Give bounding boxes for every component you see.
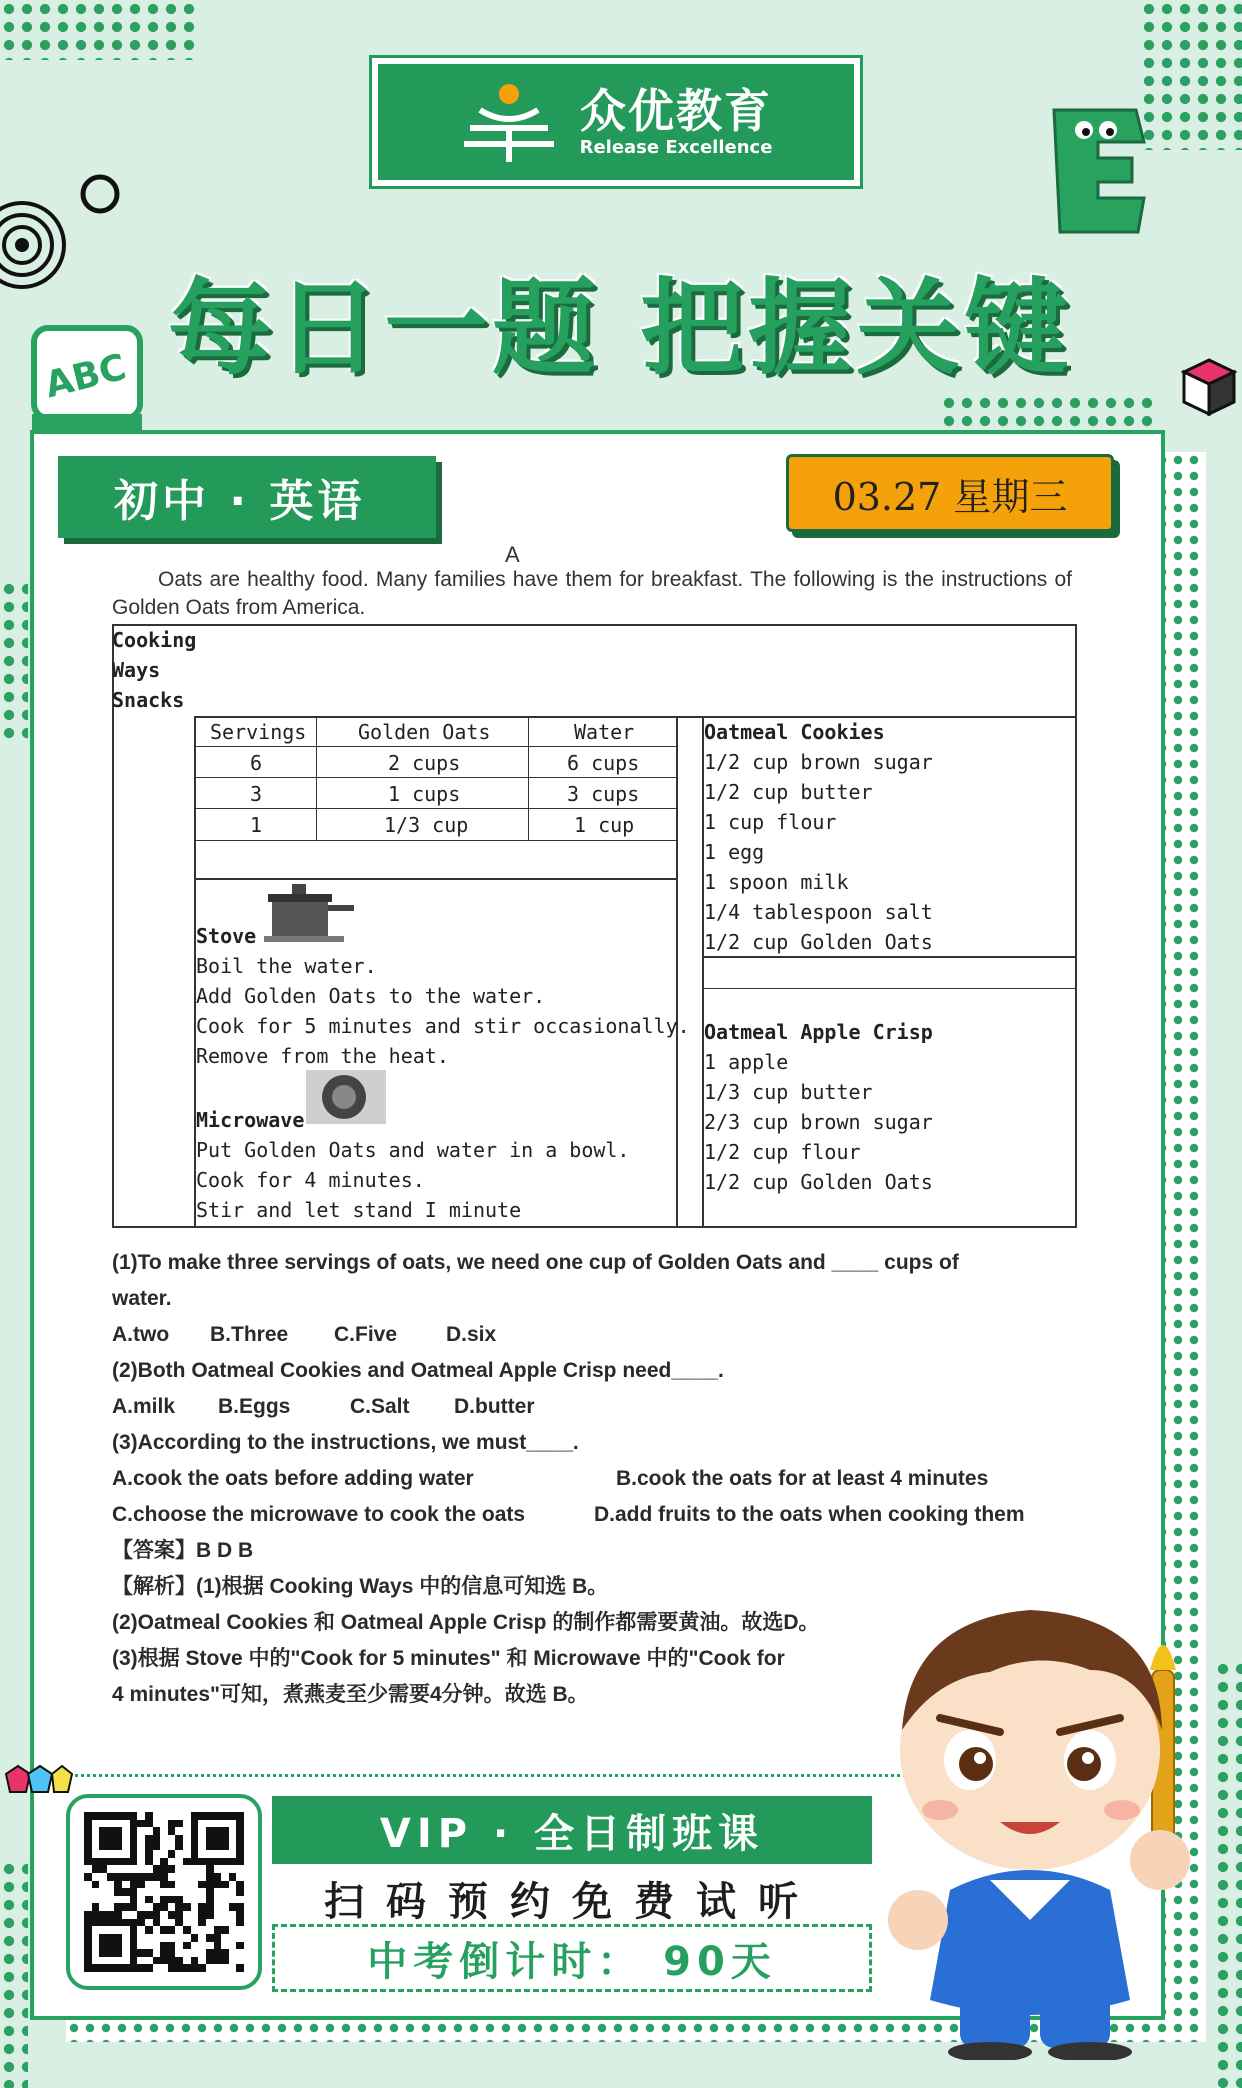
brand-name-en: Release Excellence bbox=[579, 136, 773, 158]
brand-name-cn: 众优教育 bbox=[580, 84, 772, 139]
option: D.butter bbox=[454, 1395, 535, 1418]
stove-step: Remove from the heat. bbox=[196, 1044, 449, 1068]
option: C.Salt bbox=[350, 1395, 410, 1418]
crisp-item: 1/2 cup Golden Oats bbox=[704, 1170, 933, 1194]
qr-code[interactable] bbox=[66, 1794, 262, 1990]
table-cell: 3 bbox=[250, 782, 263, 806]
passage-intro: Oats are healthy food. Many families have them for breakfast. The following is the instructions of Golden Oats from America. bbox=[112, 568, 1072, 619]
microwave-step: Cook for 4 minutes. bbox=[196, 1168, 425, 1192]
decor-dots-top-left bbox=[0, 0, 200, 60]
table-cell: 2 cups bbox=[388, 751, 461, 775]
cookies-item: 1 egg bbox=[704, 840, 765, 864]
cookies-item: 1/2 cup brown sugar bbox=[704, 750, 933, 774]
option: B.Eggs bbox=[218, 1395, 291, 1418]
question-2-options bbox=[112, 1389, 535, 1425]
question-3-options-row1 bbox=[112, 1461, 988, 1497]
microwave-plate-icon bbox=[304, 1068, 388, 1126]
headline: 每日一题 把握关键 bbox=[167, 267, 1073, 389]
passage-letter: A bbox=[505, 542, 520, 567]
crisp-item: 2/3 cup brown sugar bbox=[704, 1110, 933, 1134]
abc-book-icon bbox=[28, 318, 148, 436]
svg-text:ABC: ABC bbox=[41, 346, 131, 407]
table-cell: 6 bbox=[250, 751, 263, 775]
brand-logo bbox=[372, 58, 860, 186]
question-1-options bbox=[112, 1317, 496, 1353]
crisp-item: 1/3 cup butter bbox=[704, 1080, 873, 1104]
scan-cta: 扫码预约免费试听 bbox=[324, 1878, 820, 1925]
mascot-boy-illustration bbox=[840, 1560, 1220, 2060]
option: B.Three bbox=[210, 1323, 289, 1346]
spiral-icon bbox=[0, 190, 90, 300]
brand-tree-icon bbox=[460, 80, 558, 164]
option: A.cook the oats before adding water bbox=[112, 1467, 474, 1490]
option: A.two bbox=[112, 1323, 170, 1346]
analysis-3b: 4 minutes"可知，煮燕麦至少需要4分钟。故选 B。 bbox=[112, 1683, 589, 1706]
cookies-item: 1 cup flour bbox=[704, 810, 837, 834]
stove-step: Boil the water. bbox=[196, 954, 377, 978]
section-label-snacks: Snacks bbox=[112, 688, 185, 712]
decor-dots-left bbox=[0, 580, 28, 740]
cookies-item: 1 spoon milk bbox=[704, 870, 849, 894]
golden-oats-header: Golden Oats bbox=[358, 720, 491, 744]
table-cell: 1 cups bbox=[388, 782, 461, 806]
stove-step: Add Golden Oats to the water. bbox=[196, 984, 546, 1008]
date-tag: 03.27 星期三 bbox=[786, 454, 1114, 532]
table-cell: 1 cup bbox=[574, 813, 635, 837]
analysis-2: (2)Oatmeal Cookies 和 Oatmeal Apple Crisp 的制作都需要黄油。故选D。 bbox=[112, 1611, 820, 1634]
letter-e-mascot-icon bbox=[1040, 100, 1160, 240]
crisp-item: 1 apple bbox=[704, 1050, 789, 1074]
analysis-1: 【解析】(1)根据 Cooking Ways 中的信息可知选 B。 bbox=[112, 1575, 609, 1598]
section-label-ways: Ways bbox=[112, 658, 161, 682]
question-1: (1)To make three servings of oats, we need one cup of Golden Oats and ____ cups of bbox=[112, 1251, 959, 1274]
table-cell: 1/3 cup bbox=[384, 813, 469, 837]
answer-line: 【答案】B D B bbox=[112, 1539, 254, 1562]
option: B.cook the oats for at least 4 minutes bbox=[616, 1467, 989, 1490]
subject-tag: 初中 · 英语 bbox=[58, 456, 436, 538]
question-1-cont: water. bbox=[112, 1287, 172, 1310]
crisp-item: 1/2 cup flour bbox=[704, 1140, 861, 1164]
decor-dots-bottom-left bbox=[0, 1860, 28, 2088]
cookies-item: 1/2 cup butter bbox=[704, 780, 873, 804]
option: D.six bbox=[446, 1323, 497, 1346]
question-2: (2)Both Oatmeal Cookies and Oatmeal Apple Crisp need____. bbox=[112, 1359, 724, 1382]
table-cell: 1 bbox=[250, 813, 263, 837]
exam-countdown: 中考倒计时： 90天 bbox=[272, 1924, 872, 1992]
stove-title: Stove bbox=[196, 924, 257, 948]
stove-pot-icon bbox=[264, 880, 358, 944]
vip-banner: VIP · 全日制班课 bbox=[272, 1796, 872, 1864]
cookies-title: Oatmeal Cookies bbox=[704, 720, 885, 744]
crisp-title: Oatmeal Apple Crisp bbox=[704, 1020, 933, 1044]
cookies-item: 1/2 cup Golden Oats bbox=[704, 930, 933, 954]
decor-dots-under-headline bbox=[940, 394, 1160, 430]
gems-icon bbox=[4, 1762, 74, 1798]
section-label-cooking: Cooking bbox=[112, 628, 197, 652]
stove-step: Cook for 5 minutes and stir occasionally. bbox=[196, 1014, 690, 1038]
table-cell: 3 cups bbox=[567, 782, 640, 806]
microwave-title: Microwave bbox=[196, 1108, 305, 1132]
microwave-step: Put Golden Oats and water in a bowl. bbox=[196, 1138, 630, 1162]
cube-icon bbox=[1180, 356, 1238, 418]
water-header: Water bbox=[574, 720, 635, 744]
analysis-3a: (3)根据 Stove 中的"Cook for 5 minutes" 和 Microwave 中的"Cook for bbox=[112, 1647, 785, 1670]
servings-header: Servings bbox=[210, 720, 307, 744]
cookies-item: 1/4 tablespoon salt bbox=[704, 900, 933, 924]
option: C.choose the microwave to cook the oats bbox=[112, 1503, 526, 1526]
question-3: (3)According to the instructions, we must____. bbox=[112, 1431, 579, 1454]
qr-code-pattern bbox=[84, 1812, 244, 1972]
option: C.Five bbox=[334, 1323, 398, 1346]
ring-icon bbox=[78, 172, 122, 216]
microwave-step: Stir and let stand I minute bbox=[196, 1198, 522, 1222]
table-cell: 6 cups bbox=[567, 751, 640, 775]
option: A.milk bbox=[112, 1395, 176, 1418]
option: D.add fruits to the oats when cooking them bbox=[594, 1503, 1025, 1526]
question-3-options-row2 bbox=[112, 1497, 1025, 1533]
